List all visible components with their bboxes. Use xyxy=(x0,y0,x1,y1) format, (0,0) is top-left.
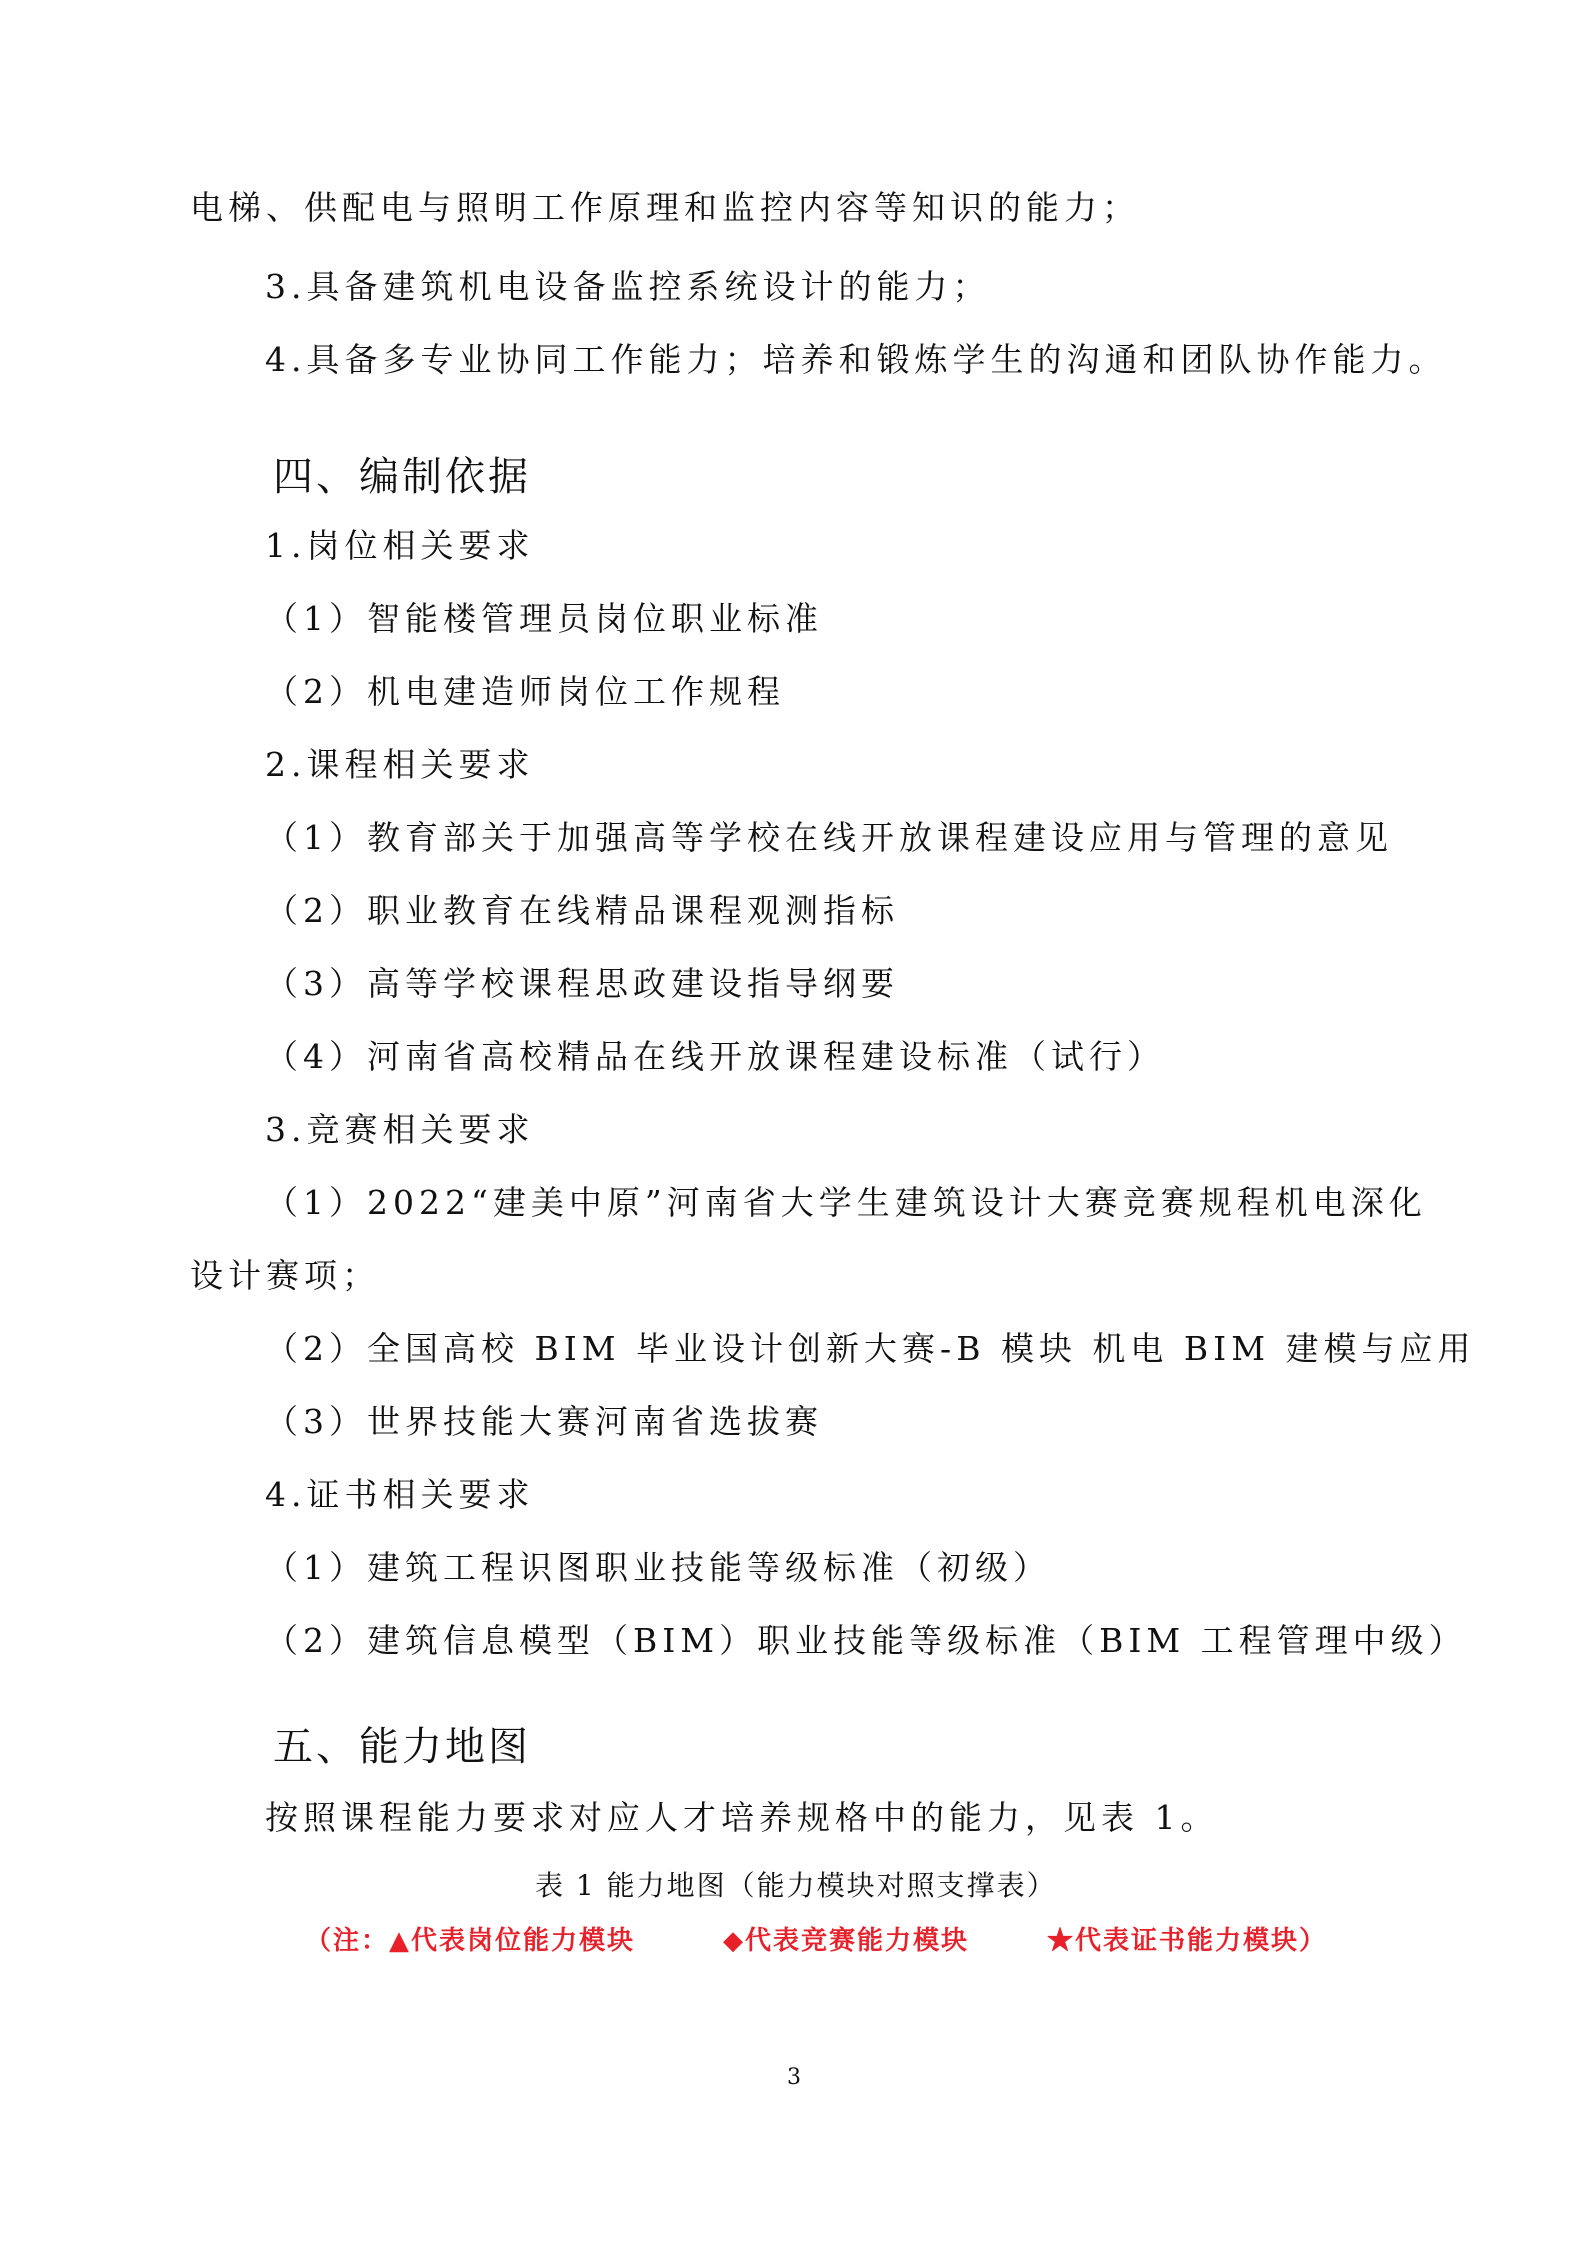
group-1-title: 1.岗位相关要求 xyxy=(265,526,535,565)
group-2-item-3: （3）高等学校课程思政建设指导纲要 xyxy=(265,964,899,1003)
legend-note-competition: ◆代表竞赛能力模块 xyxy=(723,1926,969,1956)
group-1-item-2: （2）机电建造师岗位工作规程 xyxy=(265,672,785,711)
group-3-title: 3.竞赛相关要求 xyxy=(265,1110,535,1149)
group-2-item-2: （2）职业教育在线精品课程观测指标 xyxy=(265,891,899,930)
section-4-heading: 四、编制依据 xyxy=(273,454,531,500)
page-number: 3 xyxy=(787,2065,801,2090)
group-4-title: 4.证书相关要求 xyxy=(265,1475,535,1514)
group-3-item-3: （3）世界技能大赛河南省选拔赛 xyxy=(265,1402,823,1441)
group-4-item-2: （2）建筑信息模型（BIM）职业技能等级标准（BIM 工程管理中级） xyxy=(265,1621,1467,1660)
intro-line-1: 电梯、供配电与照明工作原理和监控内容等知识的能力； xyxy=(190,188,1140,227)
group-3-item-1-line-1: （1）2022“建美中原”河南省大学生建筑设计大赛竞赛规程机电深化 xyxy=(265,1183,1427,1222)
group-2-item-1: （1）教育部关于加强高等学校在线开放课程建设应用与管理的意见 xyxy=(265,818,1393,857)
intro-line-3: 4.具备多专业协同工作能力；培养和锻炼学生的沟通和团队协作能力。 xyxy=(265,340,1447,379)
table-caption: 表 1 能力地图（能力模块对照支撑表） xyxy=(535,1869,1057,1902)
section-5-heading: 五、能力地图 xyxy=(273,1724,531,1770)
group-2-item-4: （4）河南省高校精品在线开放课程建设标准（试行） xyxy=(265,1037,1165,1076)
group-3-item-2: （2）全国高校 BIM 毕业设计创新大赛-B 模块 机电 BIM 建模与应用 xyxy=(265,1329,1476,1368)
group-1-item-1: （1）智能楼管理员岗位职业标准 xyxy=(265,599,823,638)
legend-note-certificate: ★代表证书能力模块） xyxy=(1047,1926,1328,1956)
section-5-body: 按照课程能力要求对应人才培养规格中的能力，见表 1。 xyxy=(265,1798,1219,1837)
group-3-item-1-line-2: 设计赛项； xyxy=(190,1256,380,1295)
group-2-title: 2.课程相关要求 xyxy=(265,745,535,784)
intro-line-2: 3.具备建筑机电设备监控系统设计的能力； xyxy=(265,267,991,306)
group-4-item-1: （1）建筑工程识图职业技能等级标准（初级） xyxy=(265,1548,1051,1587)
legend-note-post: （注：▲代表岗位能力模块 xyxy=(305,1926,635,1956)
